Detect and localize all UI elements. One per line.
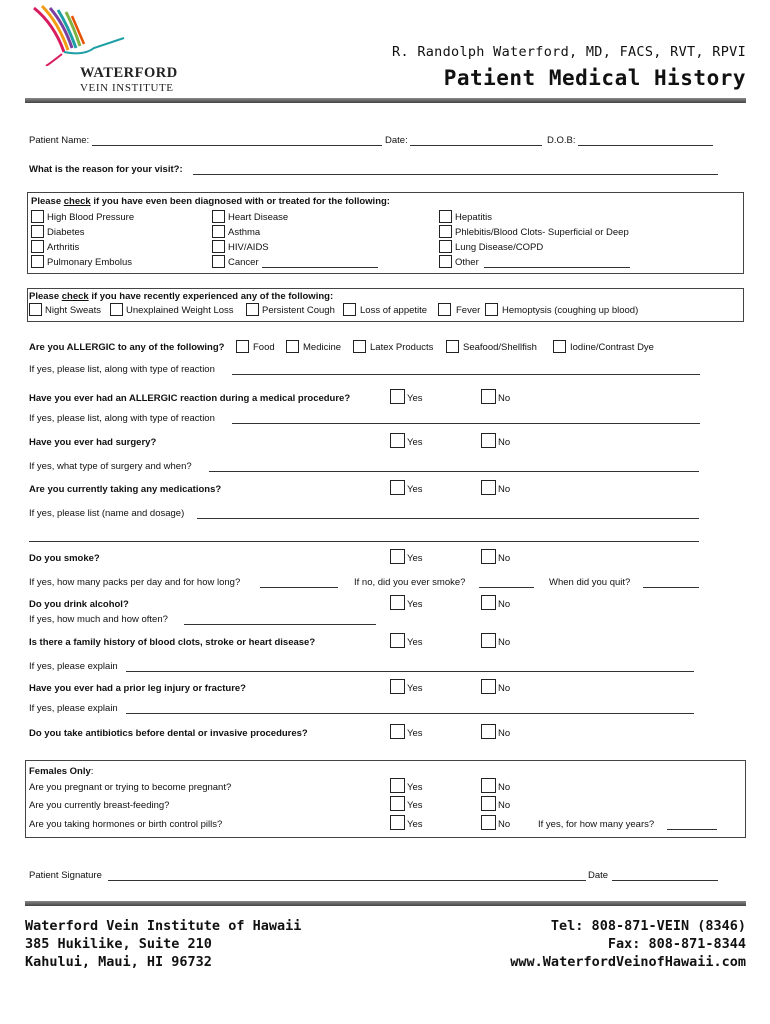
label-hemoptysis: Hemoptysis (coughing up blood) (502, 305, 639, 316)
label-night-sweats: Night Sweats (45, 305, 101, 316)
meds-yes-checkbox[interactable] (390, 480, 405, 495)
diagnosed-heading (31, 196, 390, 207)
checkbox-other[interactable] (439, 255, 452, 268)
family-no-label: No (498, 637, 511, 648)
leg-question: Have you ever had a prior leg injury or fracture? (29, 683, 246, 694)
procedure-no-label: No (498, 393, 511, 404)
checkbox-food[interactable] (236, 340, 249, 353)
patient-name-field[interactable] (92, 145, 382, 146)
females-heading-colon: : (90, 766, 94, 777)
breast-question: Are you currently breast-feeding? (29, 800, 170, 811)
alcohol-no-label: No (498, 599, 511, 610)
antibiotics-no-checkbox[interactable] (481, 724, 496, 739)
females-heading-text: Females Only (29, 766, 91, 777)
checkbox-phlebitis[interactable] (439, 225, 452, 238)
breast-yes-label: Yes (407, 800, 423, 811)
family-yes-checkbox[interactable] (390, 633, 405, 648)
label-cancer: Cancer (228, 257, 259, 268)
logo (24, 4, 199, 94)
alcohol-yes-label: Yes (407, 599, 423, 610)
checkbox-weight-loss[interactable] (110, 303, 123, 316)
recent-heading-post: if you have recently experienced any of the following: (88, 291, 334, 302)
hormones-yes-checkbox[interactable] (390, 815, 405, 830)
allergy-question: Are you ALLERGIC to any of the following? (29, 342, 225, 353)
breast-no-checkbox[interactable] (481, 796, 496, 811)
footer-fax: Fax: 808-871-8344 (607, 936, 746, 952)
smoke-no-label: No (498, 553, 511, 564)
family-explain-field[interactable] (126, 671, 694, 672)
footer-website[interactable]: www.WaterfordVeinofHawaii.com (510, 954, 746, 970)
label-high-blood-pressure: High Blood Pressure (47, 212, 135, 223)
checkbox-latex[interactable] (353, 340, 366, 353)
checkbox-hiv-aids[interactable] (212, 240, 225, 253)
checkbox-fever[interactable] (438, 303, 451, 316)
label-other: Other (455, 257, 479, 268)
antibiotics-question: Do you take antibiotics before dental or invasive procedures? (29, 728, 308, 739)
reason-label: What is the reason for your visit?: (29, 164, 183, 175)
checkbox-arthritis[interactable] (31, 240, 44, 253)
label-iodine: Iodine/Contrast Dye (570, 342, 654, 353)
surgery-yes-label: Yes (407, 437, 423, 448)
signature-date-label: Date (588, 870, 609, 881)
page-title: Patient Medical History (443, 66, 746, 90)
smoke-packs-label: If yes, how many packs per day and for how long? (29, 577, 241, 588)
footer-contact (510, 917, 746, 971)
dob-field[interactable] (578, 145, 713, 146)
smoke-ever-label: If no, did you ever smoke? (354, 577, 466, 588)
antibiotics-no-label: No (498, 728, 511, 739)
logo-sub: VEIN INSTITUTE (80, 82, 174, 94)
surgery-yes-checkbox[interactable] (390, 433, 405, 448)
label-diabetes: Diabetes (47, 227, 85, 238)
smoke-yes-label: Yes (407, 553, 423, 564)
hormones-no-label: No (498, 819, 511, 830)
leg-yes-checkbox[interactable] (390, 679, 405, 694)
surgery-list-label: If yes, what type of surgery and when? (29, 461, 192, 472)
footer-tel: Tel: 808-871-VEIN (8346) (550, 918, 746, 934)
footer-practice-name: Waterford Vein Institute of Hawaii (25, 918, 302, 934)
smoke-question: Do you smoke? (29, 553, 100, 564)
pregnant-no-label: No (498, 782, 511, 793)
alcohol-no-checkbox[interactable] (481, 595, 496, 610)
hormones-no-checkbox[interactable] (481, 815, 496, 830)
checkbox-hemoptysis[interactable] (485, 303, 498, 316)
checkbox-night-sweats[interactable] (29, 303, 42, 316)
label-phlebitis: Phlebitis/Blood Clots- Superficial or Deep (455, 227, 629, 238)
recent-heading (29, 291, 333, 302)
checkbox-seafood[interactable] (446, 340, 459, 353)
date-field[interactable] (410, 145, 542, 146)
smoke-ever-field[interactable] (479, 587, 534, 588)
procedure-question: Have you ever had an ALLERGIC reaction during a medical procedure? (29, 393, 351, 404)
checkbox-cancer[interactable] (212, 255, 225, 268)
smoke-quit-label: When did you quit? (549, 577, 631, 588)
checkbox-lung-disease[interactable] (439, 240, 452, 253)
footer-address (25, 917, 301, 971)
meds-yes-label: Yes (407, 484, 423, 495)
procedure-list-label: If yes, please list, along with type of reaction (29, 413, 215, 424)
hormones-question: Are you taking hormones or birth control pills? (29, 819, 223, 830)
cancer-field[interactable] (262, 267, 378, 268)
label-loss-of-appetite: Loss of appetite (360, 305, 428, 316)
logo-main: WATERFORD (80, 65, 178, 81)
allergy-list-field[interactable] (232, 374, 700, 375)
dob-label: D.O.B: (547, 135, 576, 146)
leg-no-checkbox[interactable] (481, 679, 496, 694)
date-label: Date: (385, 135, 408, 146)
hormones-years-label: If yes, for how many years? (538, 819, 655, 830)
checkbox-heart-disease[interactable] (212, 210, 225, 223)
signature-label: Patient Signature (29, 870, 102, 881)
surgery-question: Have you ever had surgery? (29, 437, 157, 448)
procedure-list-field[interactable] (232, 423, 700, 424)
recent-heading-check: check (61, 291, 89, 302)
label-lung-disease: Lung Disease/COPD (455, 242, 544, 253)
antibiotics-yes-checkbox[interactable] (390, 724, 405, 739)
family-question: Is there a family history of blood clots, stroke or heart disease? (29, 637, 316, 648)
leg-explain-label: If yes, please explain (29, 703, 118, 714)
surgery-no-label: No (498, 437, 511, 448)
procedure-no-checkbox[interactable] (481, 389, 496, 404)
label-pulmonary-embolus: Pulmonary Embolus (47, 257, 133, 268)
smoke-packs-field[interactable] (260, 587, 338, 588)
meds-question: Are you currently taking any medications? (29, 484, 222, 495)
recent-heading-pre: Please (29, 291, 62, 302)
reason-field[interactable] (193, 174, 718, 175)
label-food: Food (253, 342, 275, 353)
label-hepatitis: Hepatitis (455, 212, 492, 223)
breast-yes-checkbox[interactable] (390, 796, 405, 811)
diagnosed-heading-pre: Please (31, 196, 64, 207)
hummingbird-icon (24, 4, 144, 66)
allergy-list-label: If yes, please list, along with type of reaction (29, 364, 215, 375)
meds-no-label: No (498, 484, 511, 495)
label-seafood: Seafood/Shellfish (463, 342, 537, 353)
checkbox-hepatitis[interactable] (439, 210, 452, 223)
checkbox-iodine[interactable] (553, 340, 566, 353)
pregnant-yes-label: Yes (407, 782, 423, 793)
leg-no-label: No (498, 683, 511, 694)
females-heading (29, 766, 93, 777)
footer-street: 385 Hukilike, Suite 210 (25, 936, 212, 952)
other-field[interactable] (484, 267, 630, 268)
pregnant-yes-checkbox[interactable] (390, 778, 405, 793)
procedure-yes-label: Yes (407, 393, 423, 404)
signature-date-field[interactable] (612, 880, 718, 881)
doctor-name: R. Randolph Waterford, MD, FACS, RVT, RPVI (392, 44, 746, 60)
signature-field[interactable] (108, 880, 586, 881)
label-hiv-aids: HIV/AIDS (228, 242, 269, 253)
hormones-yes-label: Yes (407, 819, 423, 830)
label-medicine: Medicine (303, 342, 342, 353)
antibiotics-yes-label: Yes (407, 728, 423, 739)
leg-explain-field[interactable] (126, 713, 694, 714)
alcohol-much-field[interactable] (184, 624, 376, 625)
meds-list-field[interactable] (197, 518, 699, 519)
diagnosed-heading-post: if you have even been diagnosed with or treated for the following: (90, 196, 390, 207)
surgery-no-checkbox[interactable] (481, 433, 496, 448)
diagnosed-heading-check: check (63, 196, 91, 207)
family-yes-label: Yes (407, 637, 423, 648)
patient-name-label: Patient Name: (29, 135, 90, 146)
checkbox-persistent-cough[interactable] (246, 303, 259, 316)
hormones-years-field[interactable] (667, 829, 717, 830)
footer-city: Kahului, Maui, HI 96732 (25, 954, 212, 970)
pregnant-question: Are you pregnant or trying to become pregnant? (29, 782, 232, 793)
meds-no-checkbox[interactable] (481, 480, 496, 495)
label-heart-disease: Heart Disease (228, 212, 289, 223)
checkbox-diabetes[interactable] (31, 225, 44, 238)
alcohol-much-label: If yes, how much and how often? (29, 614, 168, 625)
surgery-list-field[interactable] (209, 471, 699, 472)
family-no-checkbox[interactable] (481, 633, 496, 648)
smoke-yes-checkbox[interactable] (390, 549, 405, 564)
leg-yes-label: Yes (407, 683, 423, 694)
alcohol-question: Do you drink alcohol? (29, 599, 129, 610)
pregnant-no-checkbox[interactable] (481, 778, 496, 793)
alcohol-yes-checkbox[interactable] (390, 595, 405, 610)
smoke-quit-field[interactable] (643, 587, 699, 588)
procedure-yes-checkbox[interactable] (390, 389, 405, 404)
checkbox-loss-of-appetite[interactable] (343, 303, 356, 316)
family-explain-label: If yes, please explain (29, 661, 118, 672)
checkbox-asthma[interactable] (212, 225, 225, 238)
checkbox-high-blood-pressure[interactable] (31, 210, 44, 223)
label-latex: Latex Products (370, 342, 434, 353)
footer-divider (25, 901, 746, 906)
label-weight-loss: Unexplained Weight Loss (126, 305, 234, 316)
breast-no-label: No (498, 800, 511, 811)
meds-list-field-2[interactable] (29, 541, 699, 542)
meds-list-label: If yes, please list (name and dosage) (29, 508, 185, 519)
checkbox-medicine[interactable] (286, 340, 299, 353)
smoke-no-checkbox[interactable] (481, 549, 496, 564)
label-persistent-cough: Persistent Cough (262, 305, 335, 316)
label-fever: Fever (456, 305, 481, 316)
label-asthma: Asthma (228, 227, 261, 238)
checkbox-pulmonary-embolus[interactable] (31, 255, 44, 268)
label-arthritis: Arthritis (47, 242, 80, 253)
header-divider (25, 98, 746, 103)
